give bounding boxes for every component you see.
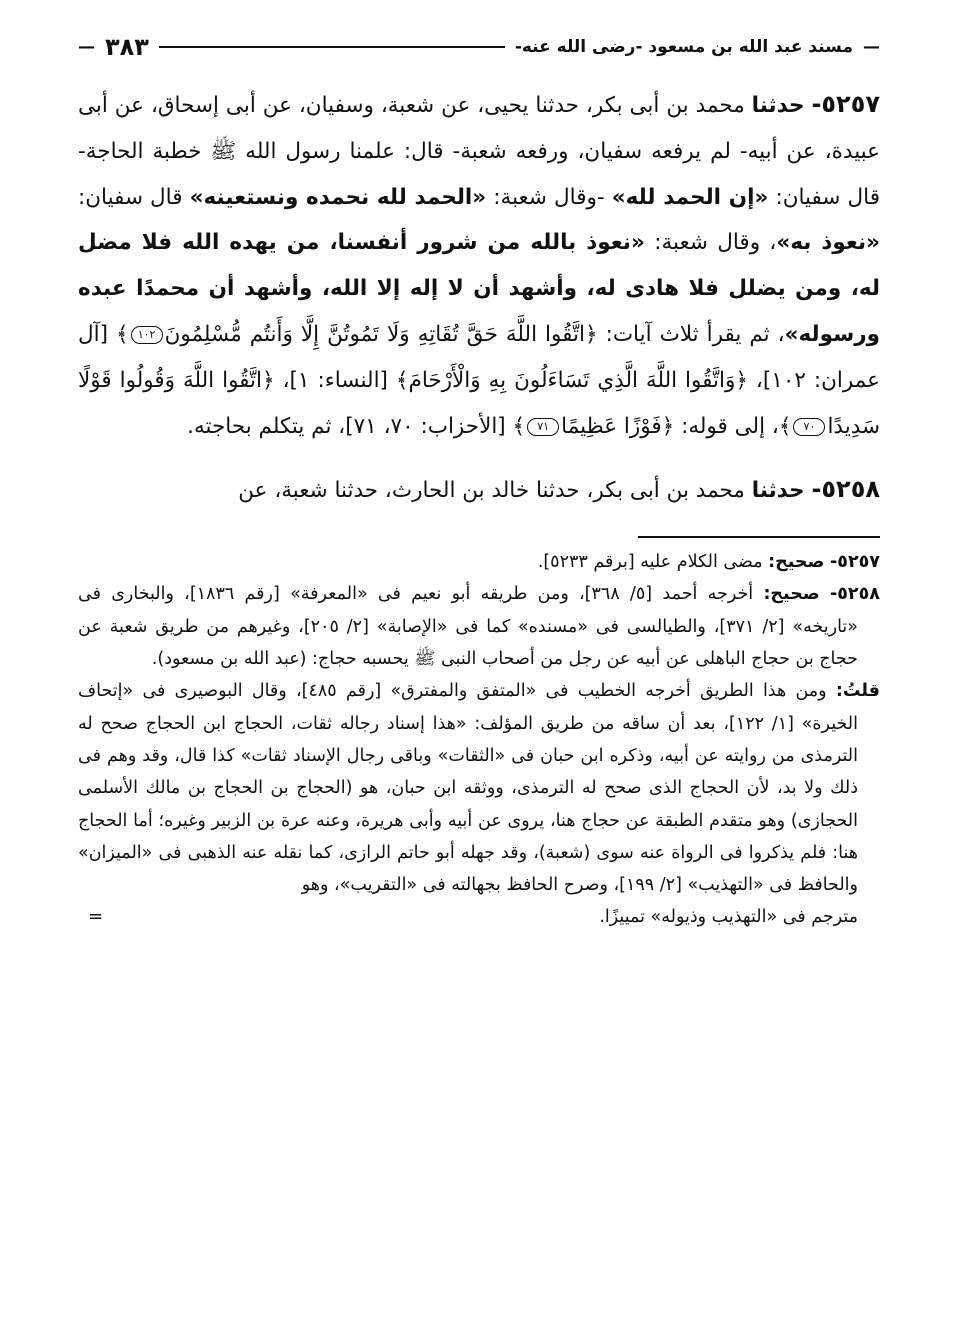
hadith-text: ، إلى قوله: <box>674 413 779 439</box>
footnotes <box>78 546 880 934</box>
hadith-keyword: حدثنا <box>751 478 805 504</box>
quran-verse: ﴿اتَّقُوا اللَّهَ وَقُولُوا قَوْلًا سَدِيدًا <box>78 367 880 439</box>
grading-label: صحيح: <box>768 552 825 573</box>
note-label: قلتُ: <box>835 681 880 702</box>
verse-reference: [الأحزاب: ٧٠، ٧١]، ثم يتكلم بحاجته. <box>187 413 513 439</box>
hadith-5258 <box>78 467 880 514</box>
hadith-quote: «نعوذ به» <box>776 230 880 256</box>
footnote-divider <box>638 536 880 538</box>
ayah-number-mark: ٧١ <box>527 418 559 436</box>
header-rule <box>159 46 505 48</box>
quran-verse: ﴿وَاتَّقُوا اللَّهَ الَّذِي تَسَاءَلُونَ بِهِ وَالْأَرْحَامَ﴾ <box>395 367 748 393</box>
footnote-number: ٥٢٥٨- <box>829 584 880 605</box>
footnote-text: مترجم فى «التهذيب وذيوله» تمييزًا. <box>599 907 858 928</box>
hadith-text: ، ثم يقرأ ثلاث آيات: <box>597 321 785 347</box>
hadith-text: -وقال شعبة: <box>486 184 612 210</box>
running-header <box>78 30 880 64</box>
header-dash: — <box>863 37 880 57</box>
hadith-keyword: حدثنا <box>751 93 805 118</box>
continuation-mark: = <box>88 906 104 928</box>
hadith-quote: «الحمد لله نحمده ونستعينه» <box>189 184 487 210</box>
hadith-5257 <box>78 82 880 449</box>
footnote-number: ٥٢٥٧- <box>830 552 880 573</box>
quran-verse-close: ﴾ <box>116 321 129 347</box>
footnote-text: أخرجه أحمد [٥/ ٣٦٨]، ومن طريقه أبو نعيم فى «المعرفة» [رقم ١٨٣٦]، والبخارى فى «تاريخه» [٢/ ٣٧١]، والطيالسى فى «مسنده» كما فى «الإصابة» [٢/ ٢٠٥]، وغيرهم من طريق شعبة عن حجاج بن حجاج الباهلى عن أبيه عن رجل من أصحاب النبى ﷺ يحسبه حجاج: (عبد الله بن مسعود). <box>78 584 858 670</box>
verse-reference: [النساء: ١]، <box>274 367 396 393</box>
quran-verse-close: ﴾ <box>512 413 526 439</box>
footnote-5258 <box>78 578 880 675</box>
main-text <box>78 82 880 514</box>
page-number: ٣٨٣ <box>105 33 149 61</box>
hadith-quote: «نعوذ بالله من شرور أنفسنا، من يهده الله فلا مضل له، ومن يضلل فلا هادى له، وأشهد أن لا إله إلا الله، وأشهد أن محمدًا عبده ورسوله» <box>78 230 880 347</box>
hadith-number: ٥٢٥٨- <box>811 475 880 504</box>
quran-verse-close: ﴾ <box>778 413 792 439</box>
grading-label: صحيح: <box>763 584 820 605</box>
hadith-number: ٥٢٥٧- <box>811 90 880 118</box>
hadith-quote: «إن الحمد لله» <box>611 184 769 210</box>
verse-reference: [آل عمران: ١٠٢]، <box>78 321 881 393</box>
footnote-text: مضى الكلام عليه [برقم ٥٢٣٣]. <box>537 552 769 573</box>
hadith-text: محمد بن أبى بكر، حدثنا خالد بن الحارث، حدثنا شعبة، عن <box>238 478 752 504</box>
ayah-number-mark: ١٠٢ <box>131 326 163 344</box>
hadith-text: محمد بن أبى بكر، حدثنا يحيى، عن شعبة، وسفيان، عن أبى إسحاق، عن أبى عبيدة، عن أبيه- لم يرفعه سفيان، ورفعه شعبة- قال: علمنا رسول الله ﷺ خطبة الحاجة- قال سفيان: <box>78 93 880 210</box>
footnote-text: ومن هذا الطريق أخرجه الخطيب فى «المتفق والمفترق» [رقم ٤٨٥]، وقال البوصيرى فى «إتحاف الخيرة» [١/ ١٢٢]، بعد أن ساقه من طريق المؤلف: «هذا إسناد رجاله ثقات، الحجاج ابن الحجاج صحح له الترمذى من روايته عن أبيه، وذكره ابن حبان فى «الثقات» وباقى رجال الإسناد ثقات» كذا قال، وقد وهم فى ذلك ولا بد، لأن الحجاج الذى صحح له الترمذى، ووثقه ابن حبان، هو (الحجاج بن الحجاج بن مالك الأسلمى الحجازى) وهو متقدم الطبقة عن حجاج هنا، يروى عن أبيه وأبى هريرة، وعنه عرة بن الزبير وغيره؛ أما الحجاج هنا: فلم يذكروا فى الرواة عنه سوى (شعبة)، وقد جهله أبو حاتم الرازى، كما نقله عنه الذهبى فى «الميزان» والحافظ فى «التهذيب» [٢/ ١٩٩]، وصرح الحافظ بجهالته فى «التقريب»، وهو <box>78 681 858 896</box>
quran-verse: ﴿اتَّقُوا اللَّهَ حَقَّ تُقَاتِهِ وَلَا تَمُوتُنَّ إِلَّا وَأَنتُم مُّسْلِمُونَ <box>164 321 598 347</box>
hadith-text: ، وقال شعبة: <box>644 230 777 256</box>
header-dash-end: — <box>78 37 95 57</box>
footnote-last-line <box>78 901 880 933</box>
footnote-note <box>78 675 880 901</box>
quran-verse: ﴿فَوْزًا عَظِيمًا <box>561 413 675 439</box>
footnote-5257 <box>78 546 880 578</box>
header-title: مسند عبد الله بن مسعود -رضى الله عنه- <box>514 37 853 57</box>
hadith-text: قال سفيان: <box>78 184 190 210</box>
ayah-number-mark: ٧٠ <box>793 418 825 436</box>
page <box>78 30 880 1299</box>
